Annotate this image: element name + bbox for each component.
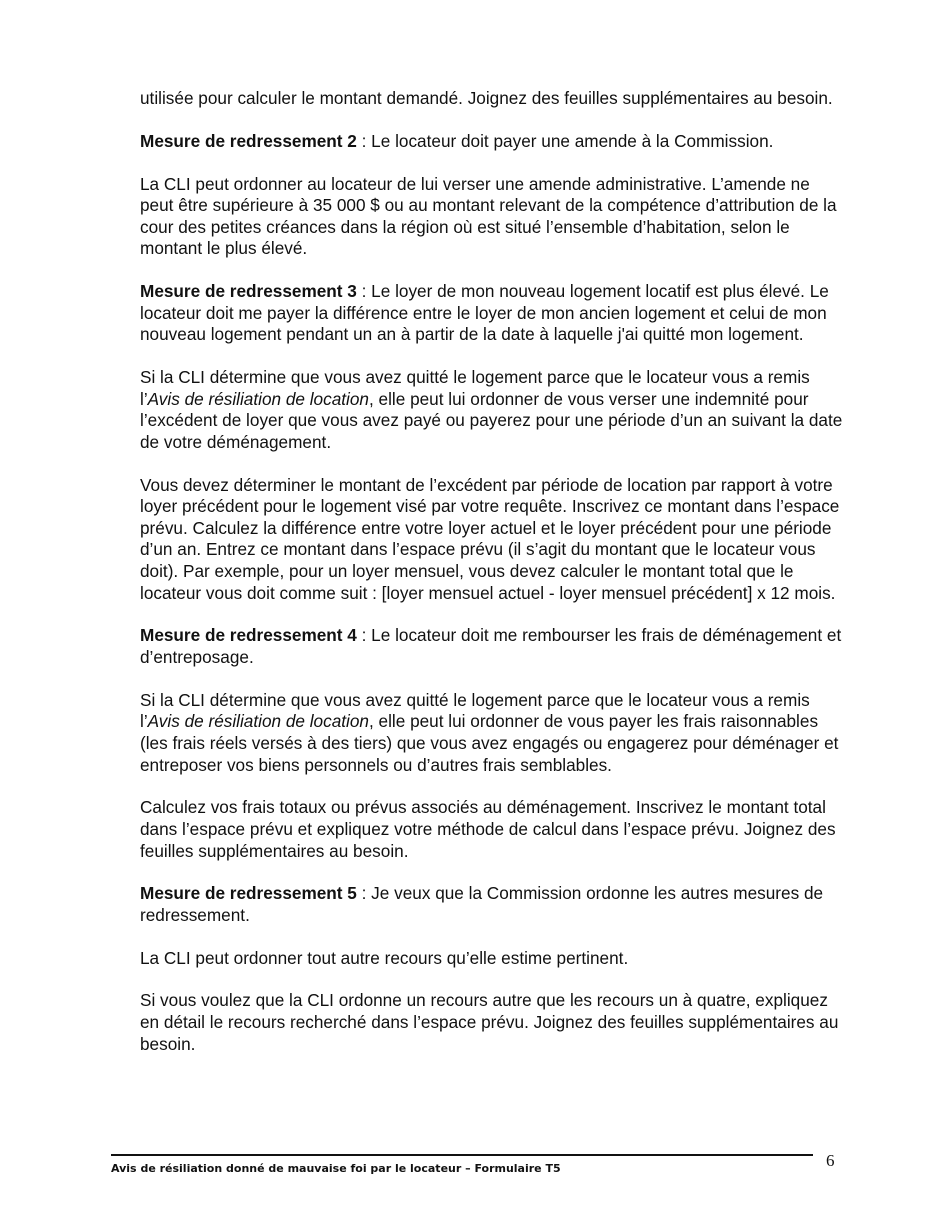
page-body [140,88,845,1076]
paragraph-text: Calculez vos frais totaux ou prévus associés au déménagement. Inscrivez le montant total dans l’espace prévu et expliquez votre méthode de calcul dans l’espace prévu. Joignez des feuilles supplémentaires au besoin. [140,797,836,861]
paragraph-text: Si vous voulez que la CLI ordonne un recours autre que les recours un à quatre, expliquez en détail le recours recherché dans l’espace prévu. Joignez des feuilles supplémentaires au besoin. [140,990,839,1054]
page-number: 6 [826,1151,835,1170]
notice-title-italic: Avis de résiliation de location [147,711,369,732]
paragraph-text: La CLI peut ordonner au locateur de lui verser une amende administrative. L’amende ne peut être supérieure à 35 000 $ ou au montant relevant de la compétence d’attribution de la cour des petites créances dans la région où est situé l’ensemble d’habitation, selon le montant le plus élevé. [140,173,837,259]
notice-title-italic: Avis de résiliation de location [147,388,369,409]
paragraph-text: Si la CLI détermine que vous avez quitté le logement parce que le locateur vous a remis l’ [140,367,810,409]
remedy-3-heading [140,281,845,346]
remedy-4-label: Mesure de redressement 4 [140,625,357,646]
paragraph-text: Vous devez déterminer le montant de l’excédent par période de location par rapport à votre loyer précédent pour le logement visé par votre requête. Inscrivez ce montant dans l’espace prévu. Calculez la différence entre votre loyer actuel et le loyer précédent pour une période d’un an. Entrez ce montant dans l’espace prévu (il s’agit du montant que le locateur vous doit). Par exemple, pour un loyer mensuel, vous devez calculer le montant total que le locateur vous doit comme suit : [loyer mensuel actuel - loyer mensuel précédent] x 12 mois. [140,474,840,603]
remedy-2-label: Mesure de redressement 2 [140,130,357,151]
remedy-5-heading [140,883,845,926]
remedy-4-explanation [140,690,845,776]
remedy-5-label: Mesure de redressement 5 [140,883,357,904]
remedy-3-explanation [140,367,845,453]
remedy-3-label: Mesure de redressement 3 [140,281,357,302]
remedy-5-instructions [140,990,845,1055]
remedy-2-heading [140,131,845,153]
remedy-3-text: : Le loyer de mon nouveau logement locatif est plus élevé. Le locateur doit me payer la différence entre le loyer de mon ancien logement et celui de mon nouveau logement pendant un an à partir de la date à laquelle j'ai quitté mon logement. [140,281,829,345]
remedy-2-text: : Le locateur doit payer une amende à la Commission. [356,130,774,151]
paragraph-continuation [140,88,845,110]
remedy-4-calculation [140,797,845,862]
paragraph-text: , elle peut lui ordonner de vous payer les frais raisonnables (les frais réels versés à des tiers) que vous avez engagés ou engagerez pour déménager et entreposer vos biens personnels ou d’autres frais semblables. [140,711,839,775]
paragraph-text: La CLI peut ordonner tout autre recours qu’elle estime pertinent. [140,947,629,968]
remedy-5-explanation [140,948,845,970]
remedy-4-heading [140,625,845,668]
remedy-2-explanation [140,174,845,260]
paragraph-text: Si la CLI détermine que vous avez quitté le logement parce que le locateur vous a remis l’ [140,689,810,732]
footer-divider [111,1154,813,1156]
paragraph-text: utilisée pour calculer le montant demandé. Joignez des feuilles supplémentaires au besoin. [140,88,833,108]
remedy-5-text: : Je veux que la Commission ordonne les autres mesures de redressement. [140,883,824,925]
remedy-4-text: : Le locateur doit me rembourser les frais de déménagement et d’entreposage. [140,625,842,667]
remedy-3-calculation [140,475,845,605]
footer-form-title: Avis de résiliation donné de mauvaise foi par le locateur – Formulaire T5 [111,1162,561,1175]
paragraph-text: , elle peut lui ordonner de vous verser une indemnité pour l’excédent de loyer que vous avez payé ou payerez pour une période d’un an suivant la date de votre déménagement. [140,388,843,452]
